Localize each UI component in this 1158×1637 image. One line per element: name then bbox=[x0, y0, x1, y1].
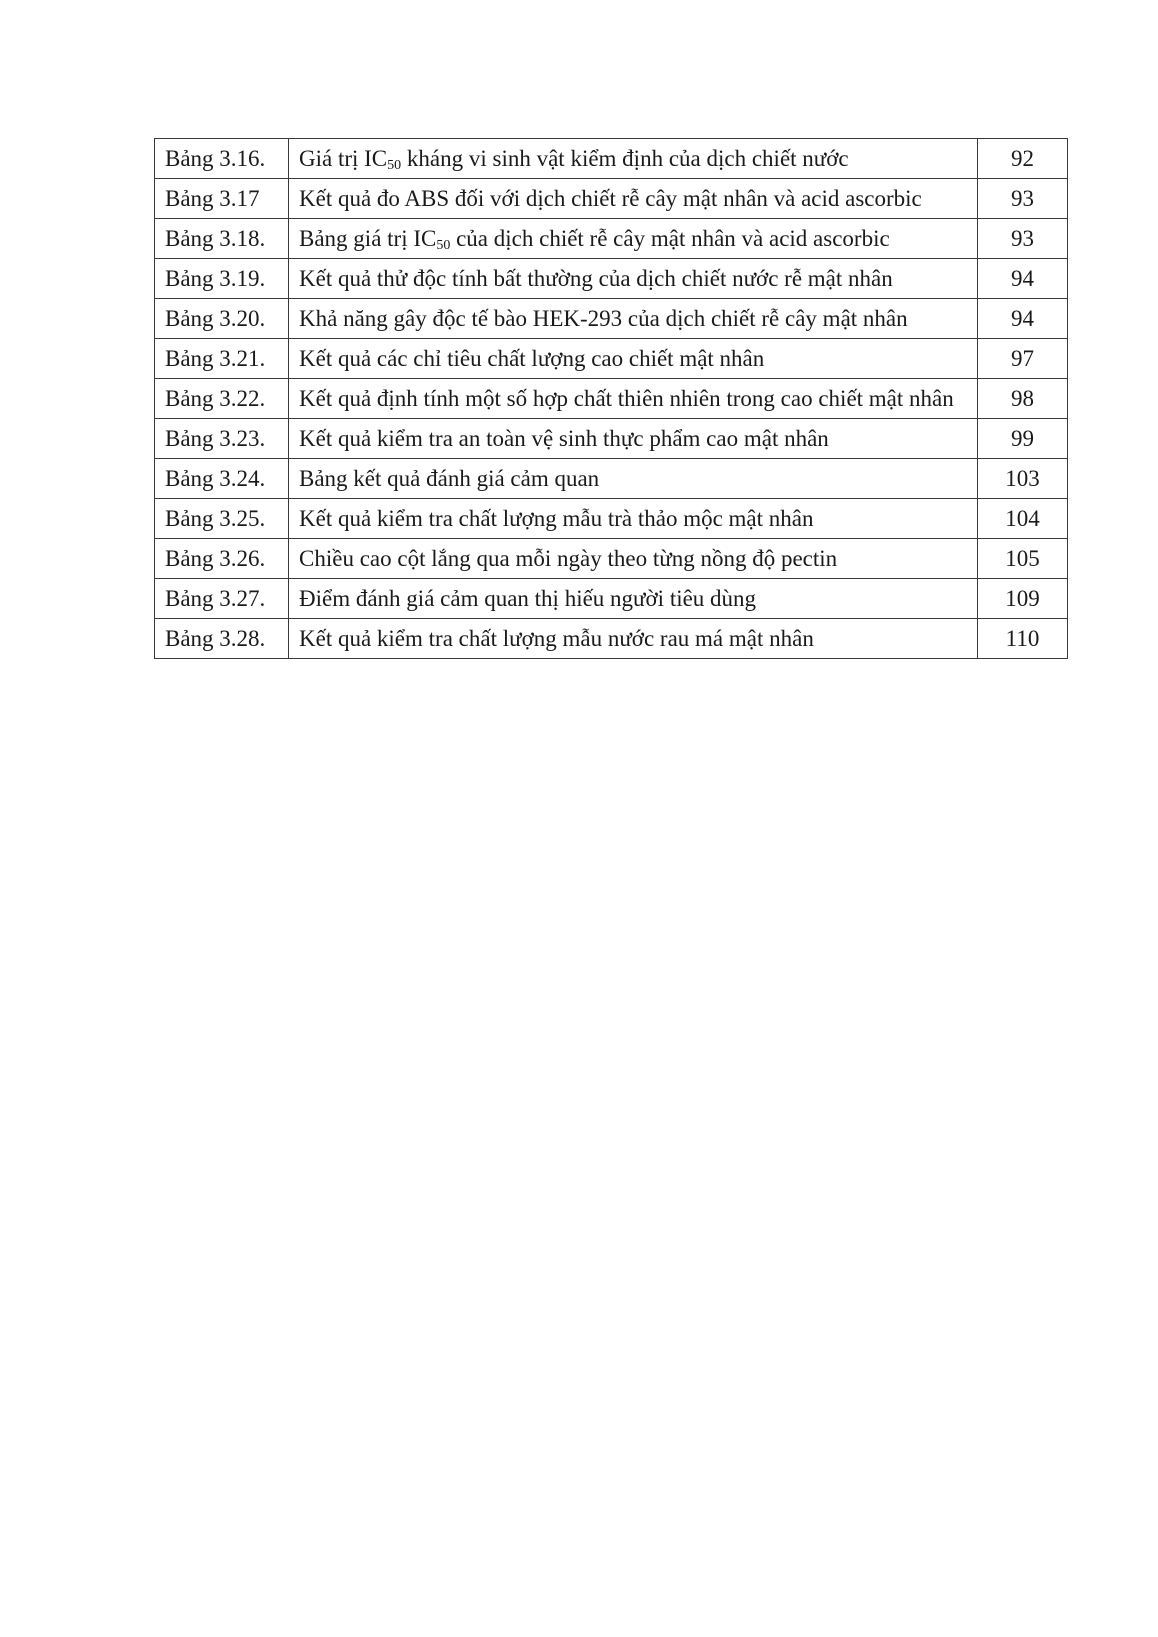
subscript: 50 bbox=[387, 158, 402, 173]
table-number: Bảng 3.28. bbox=[155, 619, 289, 659]
table-row bbox=[155, 339, 1068, 379]
table-number: Bảng 3.26. bbox=[155, 539, 289, 579]
table-row bbox=[155, 219, 1068, 259]
table-number: Bảng 3.19. bbox=[155, 259, 289, 299]
page-number: 104 bbox=[978, 499, 1068, 539]
page-number: 110 bbox=[978, 619, 1068, 659]
page-number: 109 bbox=[978, 579, 1068, 619]
table-title-text: của dịch chiết rễ cây mật nhân và acid ascorbic bbox=[450, 226, 890, 251]
table-title: Kết quả định tính một số hợp chất thiên nhiên trong cao chiết mật nhân bbox=[289, 379, 978, 419]
table-row bbox=[155, 499, 1068, 539]
table-number: Bảng 3.25. bbox=[155, 499, 289, 539]
page-number: 93 bbox=[978, 219, 1068, 259]
page-number: 99 bbox=[978, 419, 1068, 459]
table-row bbox=[155, 419, 1068, 459]
table-title: Kết quả kiểm tra an toàn vệ sinh thực phẩm cao mật nhân bbox=[289, 419, 978, 459]
table-title-text: Giá trị IC bbox=[299, 146, 388, 171]
page-number: 92 bbox=[978, 139, 1068, 179]
table-row bbox=[155, 619, 1068, 659]
table-number: Bảng 3.21. bbox=[155, 339, 289, 379]
table-row bbox=[155, 259, 1068, 299]
page-number: 97 bbox=[978, 339, 1068, 379]
table-row bbox=[155, 539, 1068, 579]
table-title: Kết quả kiểm tra chất lượng mẫu trà thảo mộc mật nhân bbox=[289, 499, 978, 539]
page-number: 94 bbox=[978, 299, 1068, 339]
table-number: Bảng 3.23. bbox=[155, 419, 289, 459]
table-number: Bảng 3.20. bbox=[155, 299, 289, 339]
table-number: Bảng 3.22. bbox=[155, 379, 289, 419]
table-title: Kết quả các chỉ tiêu chất lượng cao chiết mật nhân bbox=[289, 339, 978, 379]
table-number: Bảng 3.16. bbox=[155, 139, 289, 179]
table-title bbox=[289, 139, 978, 179]
table-row bbox=[155, 299, 1068, 339]
page-number: 105 bbox=[978, 539, 1068, 579]
table-row bbox=[155, 139, 1068, 179]
table-number: Bảng 3.17 bbox=[155, 179, 289, 219]
subscript: 50 bbox=[436, 238, 451, 253]
table-title-text: kháng vi sinh vật kiểm định của dịch chiết nước bbox=[401, 146, 849, 171]
table-number: Bảng 3.18. bbox=[155, 219, 289, 259]
page-number: 98 bbox=[978, 379, 1068, 419]
table-row bbox=[155, 179, 1068, 219]
table-title: Chiều cao cột lắng qua mỗi ngày theo từng nồng độ pectin bbox=[289, 539, 978, 579]
table-title-text: Bảng giá trị IC bbox=[299, 226, 437, 251]
table-title: Điểm đánh giá cảm quan thị hiếu người tiêu dùng bbox=[289, 579, 978, 619]
page-number: 94 bbox=[978, 259, 1068, 299]
table-title: Kết quả kiểm tra chất lượng mẫu nước rau má mật nhân bbox=[289, 619, 978, 659]
page-number: 103 bbox=[978, 459, 1068, 499]
table-title: Khả năng gây độc tế bào HEK-293 của dịch chiết rễ cây mật nhân bbox=[289, 299, 978, 339]
table-row bbox=[155, 579, 1068, 619]
list-of-tables bbox=[154, 138, 1068, 659]
table-number: Bảng 3.24. bbox=[155, 459, 289, 499]
page-number: 93 bbox=[978, 179, 1068, 219]
table-title: Kết quả đo ABS đối với dịch chiết rễ cây mật nhân và acid ascorbic bbox=[289, 179, 978, 219]
list-of-tables-body bbox=[155, 139, 1068, 659]
table-title: Kết quả thử độc tính bất thường của dịch chiết nước rễ mật nhân bbox=[289, 259, 978, 299]
table-title bbox=[289, 219, 978, 259]
table-row bbox=[155, 379, 1068, 419]
table-number: Bảng 3.27. bbox=[155, 579, 289, 619]
table-title: Bảng kết quả đánh giá cảm quan bbox=[289, 459, 978, 499]
table-row bbox=[155, 459, 1068, 499]
